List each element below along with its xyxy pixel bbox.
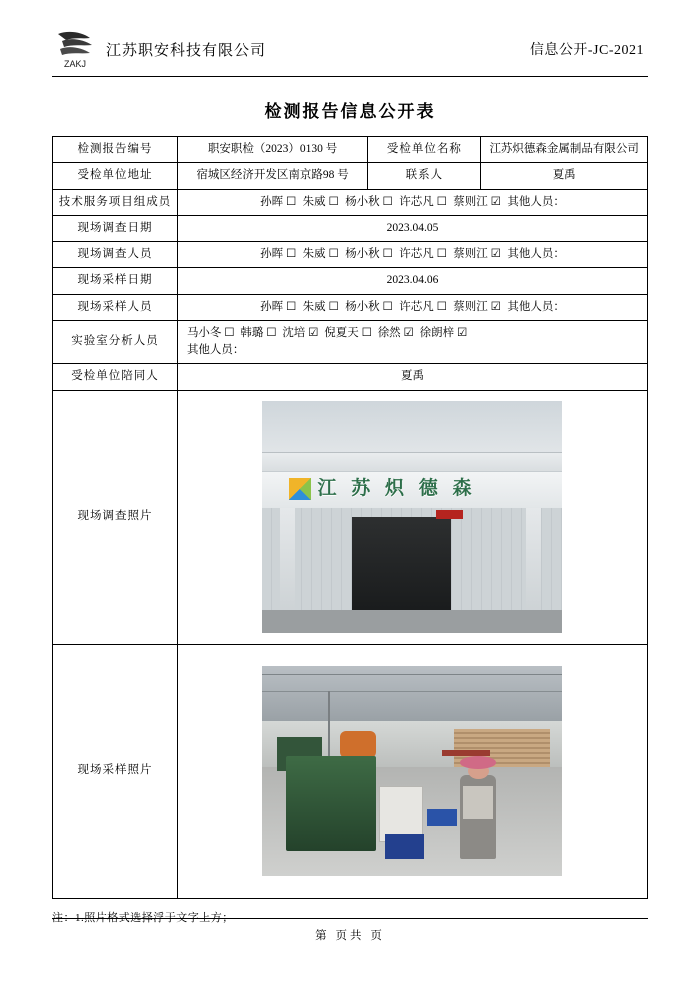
person-checkbox[interactable]: 孙晖 ☐ [260,300,297,313]
lab-members-list [181,325,644,342]
survey-members-list [260,248,565,260]
person-checkbox[interactable]: 孙晖 ☐ [260,248,297,260]
survey-members-cell [177,242,647,268]
page-header [52,28,648,77]
person-checkbox[interactable]: 杨小秋 ☐ [345,195,393,208]
person-checkbox[interactable]: 徐朗梓 ☑ [419,326,468,339]
others-label: 其他人员： [507,195,565,208]
info-table [52,136,648,899]
person-checkbox[interactable]: 杨小秋 ☐ [345,300,393,313]
contact-value: 夏禹 [481,163,648,189]
person-checkbox[interactable]: 许芯凡 ☐ [399,300,447,313]
header-left [52,28,266,70]
person-checkbox[interactable]: 朱威 ☐ [302,195,339,208]
person-checkbox[interactable]: 蔡则江 ☑ [453,248,501,260]
sampling-members-list [260,301,565,313]
person-checkbox[interactable]: 杨小秋 ☐ [345,248,393,260]
sampling-photo-label: 现场采样照片 [53,644,178,898]
table-row [53,242,648,268]
sampling-members-cell [177,294,647,320]
team-label: 技术服务项目组成员 [53,189,178,215]
lab-members-cell [177,320,647,364]
person-checkbox[interactable]: 沈培 ☑ [282,326,319,339]
table-row [53,163,648,189]
table-row [53,189,648,215]
table-row-photo [53,390,648,644]
table-row [53,215,648,241]
person-checkbox[interactable]: 韩璐 ☐ [240,326,277,339]
table-row [53,364,648,390]
survey-photo [262,401,562,633]
survey-staff-label: 现场调查人员 [53,242,178,268]
escort-value: 夏禹 [177,364,647,390]
person-checkbox[interactable]: 孙晖 ☐ [260,195,297,208]
company-name: 江苏职安科技有限公司 [106,42,267,59]
person-checkbox[interactable]: 朱威 ☐ [302,300,339,313]
person-checkbox[interactable]: 许芯凡 ☐ [399,195,447,208]
person-checkbox[interactable]: 许芯凡 ☐ [399,248,447,260]
lab-others-label: 其他人员： [186,344,245,356]
client-name-label: 受检单位名称 [368,137,481,163]
facade-sign-text: 江 苏 炽 德 森 [317,477,477,499]
table-row [53,137,648,163]
page-footer: 第 页共 页 [52,918,648,943]
client-name-value: 江苏炽德森金属制品有限公司 [481,137,648,163]
person-checkbox[interactable]: 倪夏天 ☐ [324,326,372,339]
page-title: 检测报告信息公开表 [264,102,436,121]
person-checkbox[interactable]: 蔡则江 ☑ [453,300,501,313]
person-checkbox[interactable]: 朱威 ☐ [302,248,339,260]
person-checkbox[interactable]: 蔡则江 ☑ [453,195,501,208]
sampling-date-label: 现场采样日期 [53,268,178,294]
escort-label: 受检单位陪同人 [53,364,178,390]
sampling-staff-label: 现场采样人员 [53,294,178,320]
client-addr-label: 受检单位地址 [53,163,178,189]
sampling-photo [262,666,562,876]
contact-label: 联系人 [368,163,481,189]
team-members-list [260,196,565,208]
survey-date-label: 现场调查日期 [53,215,178,241]
others-label: 其他人员： [507,248,565,260]
facade-sign [283,472,541,507]
client-addr-value: 宿城区经济开发区南京路98 号 [177,163,367,189]
survey-photo-label: 现场调查照片 [53,390,178,644]
company-logo-icon [52,28,98,70]
table-row [53,294,648,320]
document-code: 信息公开-JC-2021 [529,43,644,58]
others-label: 其他人员： [507,300,565,313]
person-checkbox[interactable]: 马小冬 ☐ [186,326,235,339]
survey-date-value: 2023.04.05 [177,215,647,241]
table-note: 注：1.照片格式选择浮于文字上方； [52,911,234,924]
survey-photo-cell [177,390,647,644]
svg-text:ZAKJ: ZAKJ [63,59,87,69]
table-row-photo [53,644,648,898]
facade-logo-icon [289,478,311,500]
sampling-date-value: 2023.04.06 [177,268,647,294]
lab-staff-label: 实验室分析人员 [53,320,178,364]
report-no-label: 检测报告编号 [53,137,178,163]
table-row [53,268,648,294]
person-checkbox[interactable]: 徐然 ☑ [377,326,414,339]
table-row [53,320,648,364]
team-members-cell [177,189,647,215]
sampling-photo-cell [177,644,647,898]
report-no-value: 职安职检（2023）0130 号 [177,137,367,163]
